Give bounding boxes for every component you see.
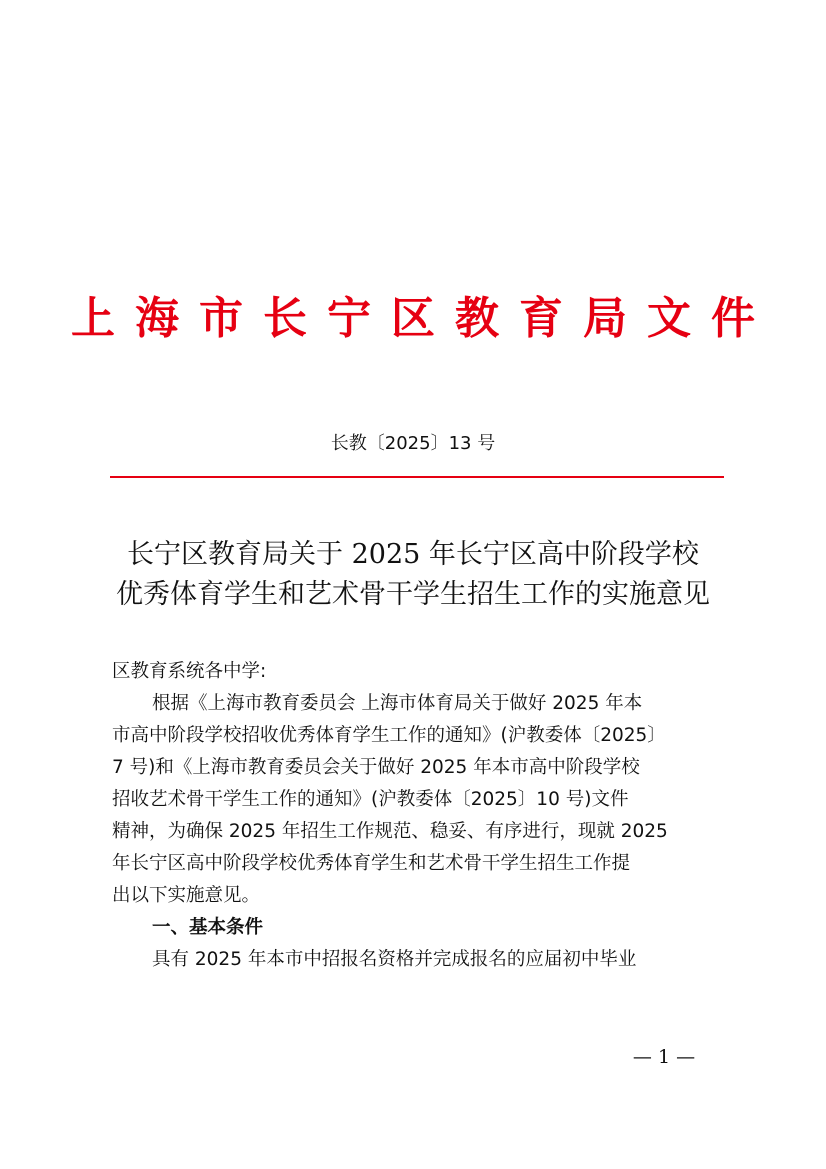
paragraph-1-line: 精神，为确保 2025 年招生工作规范、稳妥、有序进行，现就 2025 — [112, 821, 668, 842]
paragraph-2-line: 具有 2025 年本市中招报名资格并完成报名的应届初中毕业 — [152, 949, 637, 970]
paragraph-1-line: 出以下实施意见。 — [112, 885, 261, 906]
document-title-line-1: 长宁区教育局关于 2025 年长宁区高中阶段学校 — [127, 539, 699, 570]
document-title-line-2: 优秀体育学生和艺术骨干学生招生工作的实施意见 — [116, 579, 710, 610]
document-title — [60, 535, 766, 615]
masthead-title: 上海市长宁区教育局文件 — [71, 293, 775, 344]
document-number: 长教〔2025〕13 号 — [330, 433, 496, 454]
paragraph-1-line: 根据《上海市教育委员会 上海市体育局关于做好 2025 年本 — [152, 693, 643, 714]
addressee: 区教育系统各中学: — [112, 661, 267, 682]
paragraph-1-line: 市高中阶段学校招收优秀体育学生工作的通知》(沪教委体〔2025〕 — [112, 725, 666, 746]
page-number: — 1 — — [632, 1046, 696, 1068]
section-heading: 一、基本条件 — [152, 917, 264, 938]
paragraph-1-line: 年长宁区高中阶段学校优秀体育学生和艺术骨干学生招生工作提 — [112, 853, 631, 874]
paragraph-1-line: 招收艺术骨干学生工作的通知》(沪教委体〔2025〕10 号)文件 — [112, 789, 629, 810]
document-body — [112, 656, 726, 976]
red-divider-rule — [110, 476, 724, 478]
paragraph-1-line: 7 号)和《上海市教育委员会关于做好 2025 年本市高中阶段学校 — [112, 757, 640, 778]
